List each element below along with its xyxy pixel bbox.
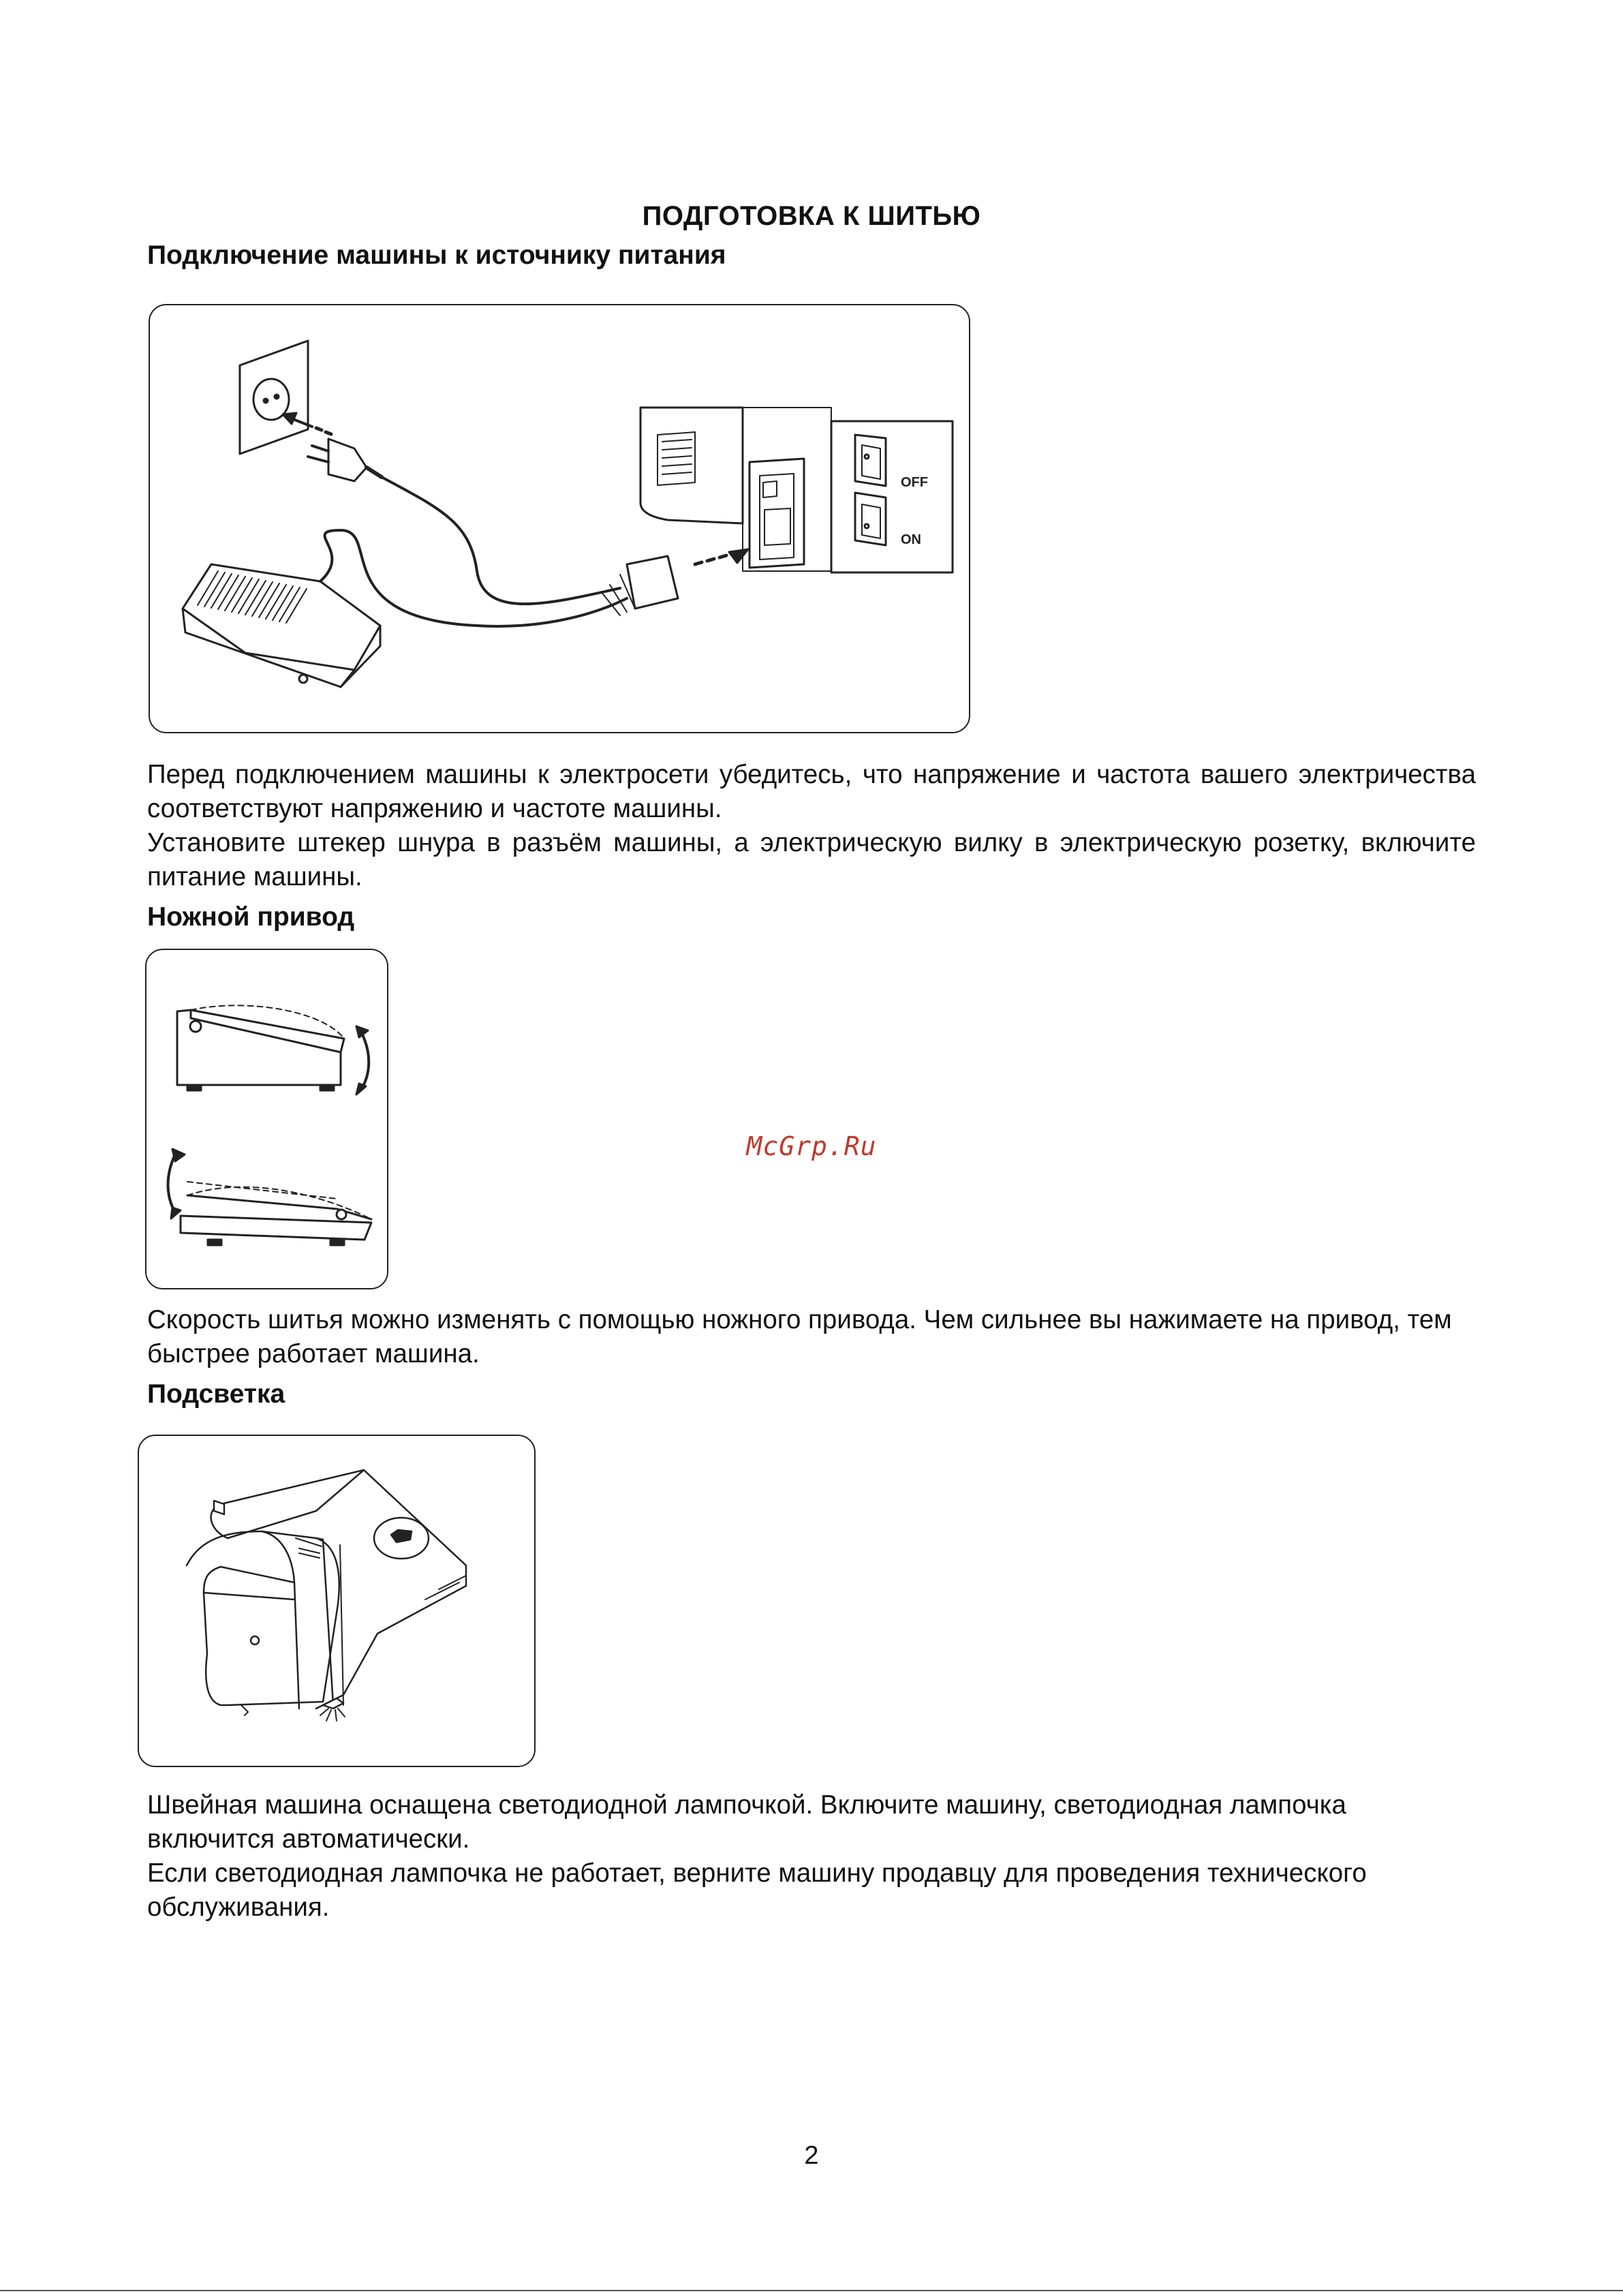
foot-control-paragraphs <box>147 1303 1476 1371</box>
switch-off-icon <box>855 435 886 486</box>
switch-off-label: OFF <box>901 475 928 490</box>
page-title: ПОДГОТОВКА К ШИТЬЮ <box>642 201 981 231</box>
sewing-machine-head-icon <box>187 1470 466 1709</box>
section-heading-power: Подключение машины к источнику питания <box>147 241 726 270</box>
light-figure <box>138 1435 536 1767</box>
pedal-press-arrow-icon <box>356 1026 369 1095</box>
foot-control-figure <box>145 949 388 1289</box>
led-light-icon <box>241 1698 345 1721</box>
power-paragraphs <box>147 758 1476 894</box>
power-plug-icon <box>308 439 382 481</box>
power-paragraph-1: Перед подключением машины к электросети убедитесь, что напряжение и частота вашего электричества соответствуют напряжению и частоте машины. <box>147 760 1476 823</box>
switch-on-icon <box>855 493 886 545</box>
foot-control-paragraph-1: Скорость шитья можно изменять с помощью ножного привода. Чем сильнее вы нажимаете на привод, тем быстрее работает машина. <box>147 1305 1452 1368</box>
power-paragraph-2: Установите штекер шнура в разъём машины, а электрическую вилку в электрическую розетку, включите питание машины. <box>147 828 1476 891</box>
page-bottom-rule <box>0 2290 1623 2291</box>
power-connection-figure <box>149 304 970 733</box>
wall-outlet-icon <box>240 341 308 454</box>
section-heading-light: Подсветка <box>147 1379 285 1409</box>
foot-pedal-pressed-icon <box>181 1182 371 1245</box>
foot-pedal-raised-icon <box>177 1005 344 1090</box>
machine-connector-icon <box>601 556 678 615</box>
switch-on-label: ON <box>901 532 921 547</box>
section-heading-foot-control: Ножной привод <box>147 902 355 932</box>
light-paragraph-1: Швейная машина оснащена светодиодной лампочкой. Включите машину, светодиодная лампочка включится автоматически. <box>147 1790 1346 1854</box>
light-paragraph-2: Если светодиодная лампочка не работает, верните машину продавцу для проведения технического обслуживания. <box>147 1858 1367 1922</box>
light-paragraphs <box>147 1788 1476 1925</box>
foot-pedal-icon <box>183 564 380 687</box>
page-number: 2 <box>804 2141 819 2170</box>
watermark: McGrp.Ru <box>746 1131 877 1161</box>
